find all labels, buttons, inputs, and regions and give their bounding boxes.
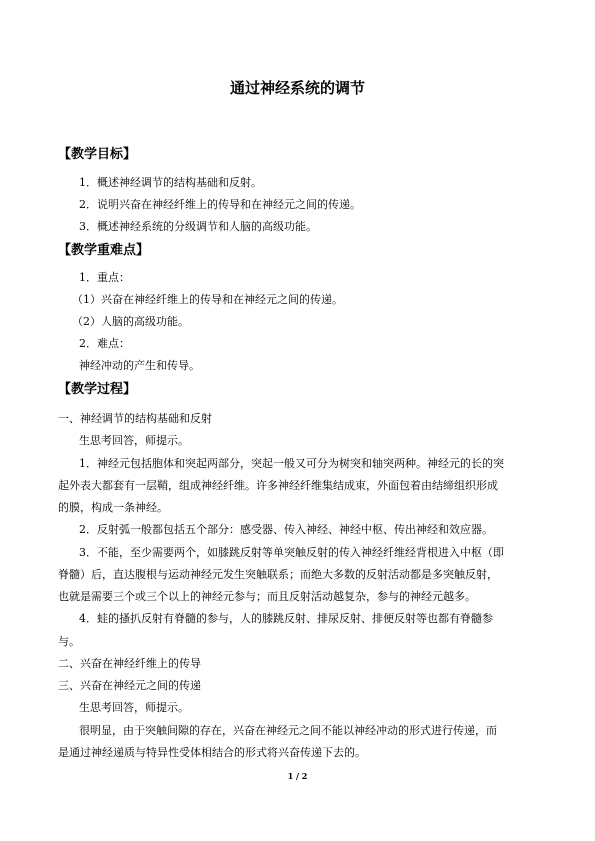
heading-process: 【教学过程】 — [58, 382, 137, 397]
objective-item-3: 3．概述神经系统的分级调节和人脑的高级功能。 — [79, 220, 317, 233]
objective-item-1: 1．概述神经调节的结构基础和反射。 — [79, 176, 262, 189]
process-line-10: 4．蛙的搔扒反射有脊髓的参与，人的膝跳反射、排尿反射、排便反射等也都有脊髓参 — [79, 612, 493, 625]
process-line-13: 三、兴奋在神经元之间的传递 — [58, 679, 201, 692]
key-point-line-3: （2）人脑的高级功能。 — [72, 315, 189, 328]
key-point-line-5: 神经冲动的产生和传导。 — [79, 359, 200, 372]
key-point-line-4: 2．难点： — [79, 337, 130, 350]
process-line-6: 2．反射弧一般都包括五个部分：感受器、传入神经、神经中枢、传出神经和效应器。 — [79, 523, 493, 536]
process-line-2: 生思考回答，师提示。 — [79, 434, 189, 447]
process-line-12: 二、兴奋在神经纤维上的传导 — [58, 657, 201, 670]
heading-key-points: 【教学重难点】 — [58, 243, 150, 258]
heading-objectives: 【教学目标】 — [58, 147, 137, 162]
process-line-7: 3．不能，至少需要两个，如膝跳反射等单突触反射的传入神经纤维经背根进入中枢（即 — [79, 546, 504, 559]
process-line-5: 的膜，构成一条神经。 — [58, 501, 168, 514]
process-line-16: 是通过神经递质与特异性受体相结合的形式将兴奋传递下去的。 — [58, 746, 366, 759]
page-title: 通过神经系统的调节 — [229, 79, 365, 97]
process-line-1: 一、神经调节的结构基础和反射 — [58, 412, 212, 425]
process-line-14: 生思考回答，师提示。 — [79, 701, 189, 714]
process-line-9: 也就是需要三个或三个以上的神经元参与；而且反射活动越复杂，参与的神经元越多。 — [58, 590, 476, 603]
process-line-8: 脊髓）后，直达腹根与运动神经元发生突触联系；而绝大多数的反射活动都是多突触反射， — [58, 568, 498, 581]
key-point-line-2: （1）兴奋在神经纤维上的传导和在神经元之间的传递。 — [72, 293, 343, 306]
process-line-3: 1．神经元包括胞体和突起两部分，突起一般又可分为树突和轴突两种。神经元的长的突 — [79, 457, 504, 470]
process-line-4: 起外表大都套有一层鞘，组成神经纤维。许多神经纤维集结成束，外面包着由结缔组织形成 — [58, 479, 498, 492]
process-line-11: 与。 — [58, 635, 80, 648]
objective-item-2: 2．说明兴奋在神经纤维上的传导和在神经元之间的传递。 — [79, 198, 361, 211]
process-line-15: 很明显，由于突触间隙的存在，兴奋在神经元之间不能以神经冲动的形式进行传递，而 — [79, 724, 497, 737]
key-point-line-1: 1．重点： — [79, 271, 130, 284]
page-number: 1 / 2 — [287, 771, 308, 781]
